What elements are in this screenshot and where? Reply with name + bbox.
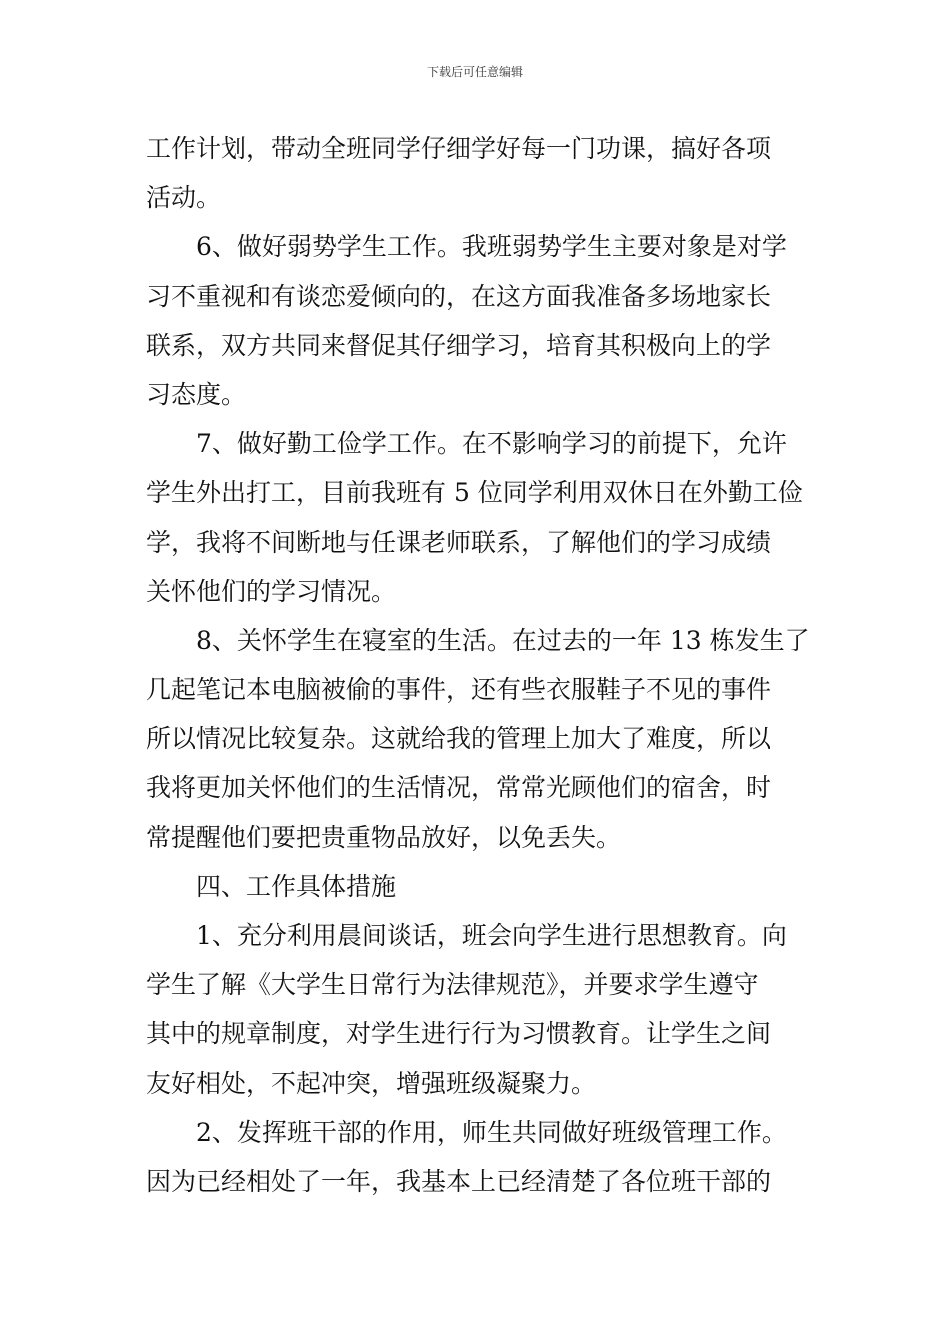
section-heading: 四、工作具体措施 xyxy=(196,871,397,901)
text-line: 学生了解《大学生日常行为法律规范》，并要求学生遵守 xyxy=(146,970,759,1000)
paragraph-start-line: 2、发挥班干部的作用，师生共同做好班级管理工作。 xyxy=(196,1117,787,1147)
text-line: 因为已经相处了一年，我基本上已经清楚了各位班干部的 xyxy=(146,1166,772,1196)
page-header: 下载后可任意编辑 xyxy=(426,65,523,79)
text-line: 学生外出打工，目前我班有 5 位同学利用双休日在外勤工俭 xyxy=(146,478,803,508)
paragraph-start-line: 6、做好弱势学生工作。我班弱势学生主要对象是对学 xyxy=(196,232,787,262)
text-line: 友好相处，不起冲突，增强班级凝聚力。 xyxy=(146,1068,597,1098)
text-line: 习态度。 xyxy=(146,379,247,409)
document-body xyxy=(146,124,810,1206)
text-line: 几起笔记本电脑被偷的事件，还有些衣服鞋子不见的事件 xyxy=(146,675,772,705)
text-line: 活动。 xyxy=(146,183,222,213)
text-line: 我将更加关怀他们的生活情况，常常光顾他们的宿舍，时 xyxy=(146,773,772,803)
text-line: 联系，双方共同来督促其仔细学习，培育其积极向上的学 xyxy=(146,330,772,360)
text-line: 常提醒他们要把贵重物品放好，以免丢失。 xyxy=(146,822,622,852)
text-line: 所以情况比较复杂。这就给我的管理上加大了难度，所以 xyxy=(146,724,772,754)
text-line: 关怀他们的学习情况。 xyxy=(146,576,397,606)
paragraph-start-line: 1、充分利用晨间谈话，班会向学生进行思想教育。向 xyxy=(196,921,787,950)
paragraph-start-line: 8、关怀学生在寝室的生活。在过去的一年 13 栋发生了 xyxy=(196,625,810,655)
text-line: 学，我将不间断地与任课老师联系，了解他们的学习成绩 xyxy=(146,527,772,557)
text-line: 其中的规章制度，对学生进行行为习惯教育。让学生之间 xyxy=(146,1019,772,1049)
text-line: 习不重视和有谈恋爱倾向的，在这方面我准备多场地家长 xyxy=(146,281,772,311)
paragraph-start-line: 7、做好勤工俭学工作。在不影响学习的前提下，允许 xyxy=(196,429,787,459)
text-line: 工作计划，带动全班同学仔细学好每一门功课，搞好各项 xyxy=(146,134,772,163)
